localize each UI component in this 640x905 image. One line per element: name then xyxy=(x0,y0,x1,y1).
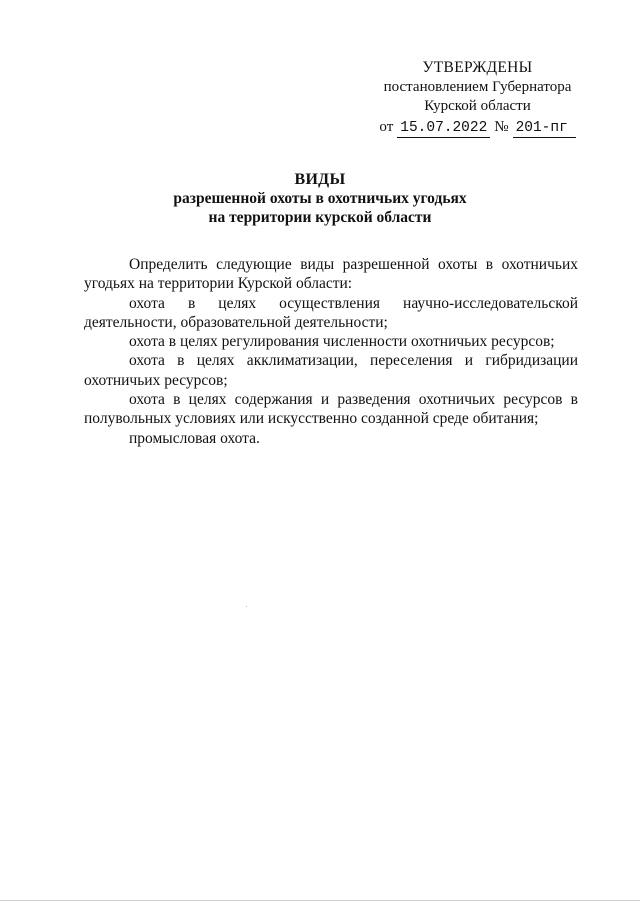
document-title xyxy=(0,170,640,227)
hunting-type-item: охота в целях регулирования численности охотничьих ресурсов; xyxy=(129,333,555,351)
hunting-type-item: охота в целях акклиматизации, переселения и гибридизации охотничьих ресурсов; xyxy=(84,352,578,389)
scan-speck xyxy=(246,606,247,607)
approval-date-line xyxy=(370,118,585,138)
title-line-3: на территории курской области xyxy=(208,209,432,226)
approval-authority: постановлением Губернатора xyxy=(383,78,572,95)
number-sign: № xyxy=(494,118,509,135)
hunting-type-item: промысловая охота. xyxy=(129,429,260,447)
approval-block xyxy=(370,58,585,138)
hunting-type-item: охота в целях содержания и разведения охотничьих ресурсов в полувольных условиях или искусственно созданной среде обитания; xyxy=(84,391,578,428)
hunting-type-item: охота в целях осуществления научно-исследовательской деятельности, образовательной деятельности; xyxy=(84,294,578,331)
approval-heading: УТВЕРЖДЕНЫ xyxy=(422,59,533,76)
approval-date: 15.07.2022 xyxy=(397,120,490,138)
approval-number: 201-пг xyxy=(513,120,576,138)
document-body xyxy=(84,255,578,448)
body-intro: Определить следующие виды разрешенной охоты в охотничьих угодьях на территории Курской области: xyxy=(84,256,578,293)
date-prefix: от xyxy=(379,118,394,135)
title-line-1: ВИДЫ xyxy=(294,171,346,188)
approval-region: Курской области xyxy=(424,98,531,114)
scan-edge-line xyxy=(0,900,640,901)
title-line-2: разрешенной охоты в охотничьих угодьях xyxy=(173,190,467,207)
